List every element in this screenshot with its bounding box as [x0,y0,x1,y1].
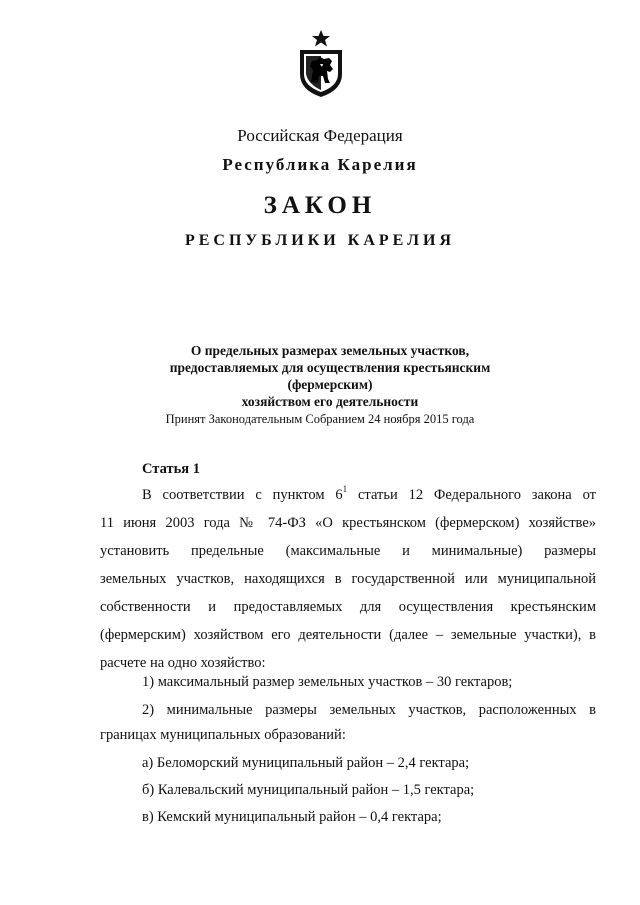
adoption-note: Принят Законодательным Собранием 24 ноября 2015 года [165,412,475,426]
document-type: ЗАКОН [263,192,377,219]
paragraph-line: земельных участков, находящихся в государственной или муниципальной [100,571,596,587]
karelia-coat-of-arms-emblem [296,30,346,98]
paragraph-line: В соответствии с пунктом $6^1$ статьи 12 Федерального закона от [142,484,596,503]
list-item: 2) минимальные размеры земельных участков, расположенных в [142,702,596,718]
republic-name: Республика Карелия [222,155,418,174]
sub-list-item: в) Кемский муниципальный район – 0,4 гектара; [142,809,442,825]
sub-list-item: а) Беломорский муниципальный район – 2,4 гектара; [142,755,470,771]
law-title-line: хозяйством его деятельности [241,394,419,409]
country-name: Российская Федерация [237,126,403,145]
document-authority: РЕСПУБЛИКИ КАРЕЛИЯ [184,232,456,249]
paragraph-line: установить предельные (максимальные и минимальные) размеры [100,543,596,559]
sub-list-item: б) Калевальский муниципальный район – 1,5 гектара; [142,782,475,798]
law-title-line: О предельных размерах земельных участков, [190,343,470,358]
paragraph-line: 11 июня 2003 года № 74-ФЗ «О крестьянском (фермерском) хозяйстве» [100,515,596,531]
superscript: 1 [342,484,348,494]
paragraph-line: собственности и предоставляемых для осуществления крестьянским [100,599,596,615]
article-heading: Статья 1 [142,461,200,477]
paragraph-line: (фермерским) хозяйством его деятельности (далее – земельные участки), в [100,627,596,643]
law-title [150,342,510,410]
paragraph-line: расчете на одно хозяйство: [100,655,266,671]
list-item-continuation: границах муниципальных образований: [100,727,346,743]
list-item: 1) максимальный размер земельных участков – 30 гектаров; [142,674,513,690]
law-title-line: предоставляемых для осуществления крестьянским (фермерским) [169,360,491,392]
